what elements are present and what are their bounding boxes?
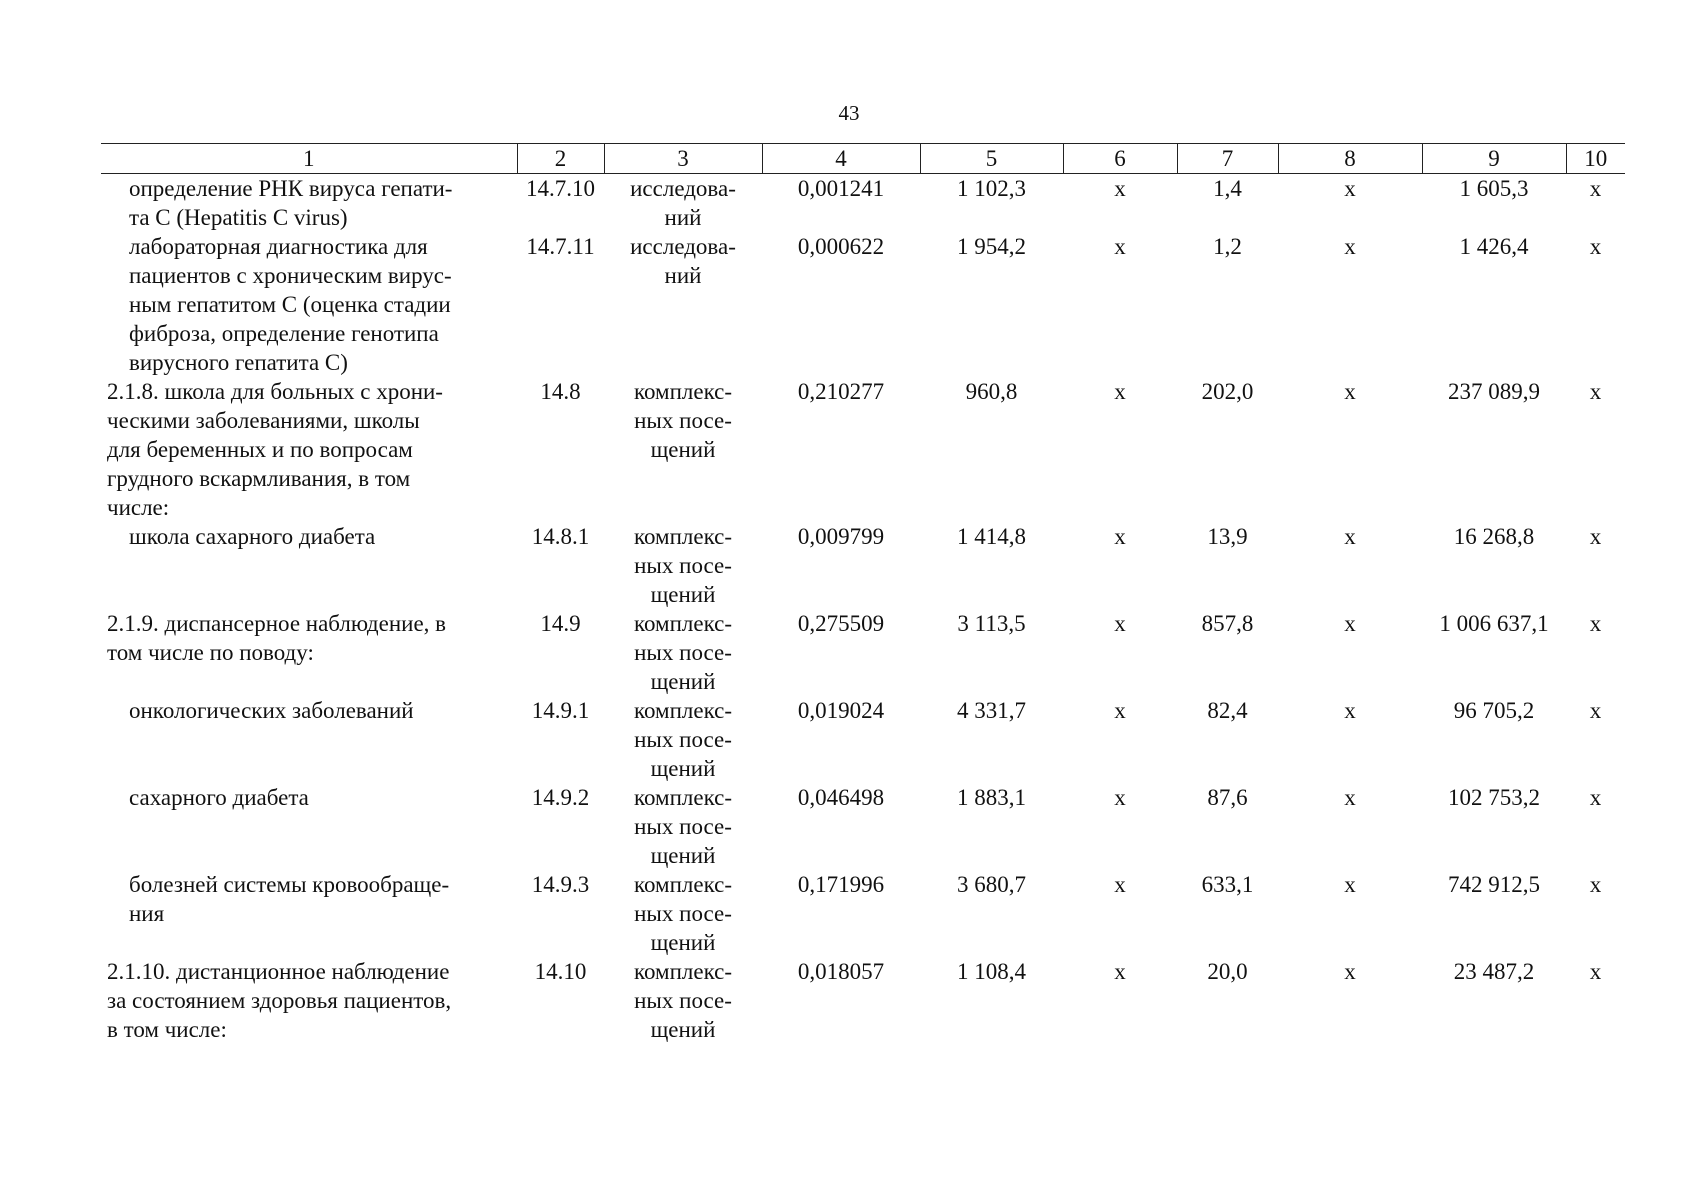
row-col4-cell: 0,000622 bbox=[797, 234, 885, 259]
row-name-cell: онкологических заболеваний bbox=[129, 698, 414, 723]
column-header: 8 bbox=[1278, 144, 1422, 174]
row-col4-cell: 0,275509 bbox=[797, 611, 885, 636]
row-col9-cell: 1 426,4 bbox=[1459, 234, 1529, 259]
row-col7-cell: 87,6 bbox=[1207, 785, 1248, 810]
row-unit-cell: комплекс- ных посе- щений bbox=[633, 379, 733, 462]
column-header: 5 bbox=[920, 144, 1063, 174]
row-col10-cell: х bbox=[1589, 872, 1602, 897]
row-col10-cell: х bbox=[1589, 959, 1602, 984]
row-col8-cell: х bbox=[1344, 611, 1356, 636]
table-row bbox=[101, 696, 1625, 783]
row-code-cell: 14.9.3 bbox=[531, 872, 590, 897]
row-col7-cell: 13,9 bbox=[1207, 524, 1248, 549]
row-col8-cell: х bbox=[1344, 176, 1356, 201]
data-table bbox=[101, 143, 1625, 1044]
row-col4-cell: 0,046498 bbox=[797, 785, 885, 810]
row-col6-cell: х bbox=[1114, 234, 1126, 259]
row-col7-cell: 1,4 bbox=[1213, 176, 1242, 201]
row-col5-cell: 1 954,2 bbox=[957, 234, 1026, 259]
row-col5-cell: 3 680,7 bbox=[957, 872, 1026, 897]
table-row bbox=[101, 174, 1625, 233]
row-col10-cell: х bbox=[1589, 524, 1602, 549]
row-code-cell: 14.9 bbox=[540, 611, 581, 636]
row-col8-cell: х bbox=[1344, 379, 1356, 404]
column-header: 6 bbox=[1063, 144, 1177, 174]
row-col4-cell: 0,171996 bbox=[797, 872, 885, 897]
row-col7-cell: 20,0 bbox=[1207, 959, 1248, 984]
row-code-cell: 14.7.11 bbox=[526, 234, 595, 259]
row-col8-cell: х bbox=[1344, 524, 1356, 549]
row-col8-cell: х bbox=[1344, 234, 1356, 259]
row-unit-cell: исследова- ний bbox=[630, 234, 736, 288]
row-col10-cell: х bbox=[1589, 698, 1602, 723]
row-col5-cell: 1 102,3 bbox=[957, 176, 1026, 201]
row-col6-cell: х bbox=[1114, 176, 1126, 201]
row-code-cell: 14.9.2 bbox=[531, 785, 590, 810]
row-name-cell: сахарного диабета bbox=[129, 785, 309, 810]
page-number: 43 bbox=[838, 101, 860, 125]
table-row bbox=[101, 522, 1625, 609]
table-header bbox=[101, 144, 1625, 174]
row-name-cell: школа сахарного диабета bbox=[129, 524, 376, 549]
row-col10-cell: х bbox=[1589, 176, 1602, 201]
row-col8-cell: х bbox=[1344, 785, 1356, 810]
row-col7-cell: 1,2 bbox=[1213, 234, 1242, 259]
row-col5-cell: 3 113,5 bbox=[957, 611, 1026, 636]
table-body bbox=[101, 174, 1625, 1045]
header-row bbox=[101, 144, 1625, 174]
row-unit-cell: комплекс- ных посе- щений bbox=[633, 959, 733, 1042]
table-row bbox=[101, 609, 1625, 696]
row-col9-cell: 23 487,2 bbox=[1453, 959, 1535, 984]
row-col7-cell: 857,8 bbox=[1201, 611, 1254, 636]
row-col6-cell: х bbox=[1114, 872, 1126, 897]
row-col6-cell: х bbox=[1114, 524, 1126, 549]
column-header: 7 bbox=[1177, 144, 1278, 174]
row-col9-cell: 102 753,2 bbox=[1448, 785, 1540, 810]
row-col5-cell: 1 414,8 bbox=[957, 524, 1026, 549]
row-col4-cell: 0,001241 bbox=[797, 176, 885, 201]
row-name-cell: 2.1.8. школа для больных с хрони- ческими заболеваниями, школы для беременных и по вопросам грудного вскармливания, в том числе: bbox=[107, 379, 443, 520]
row-unit-cell: исследова- ний bbox=[630, 176, 736, 230]
row-col7-cell: 82,4 bbox=[1207, 698, 1248, 723]
row-col7-cell: 202,0 bbox=[1201, 379, 1254, 404]
row-col7-cell: 633,1 bbox=[1201, 872, 1254, 897]
column-header: 4 bbox=[762, 144, 920, 174]
row-unit-cell: комплекс- ных посе- щений bbox=[633, 785, 733, 868]
row-col10-cell: х bbox=[1589, 234, 1602, 259]
row-col9-cell: 1 006 637,1 bbox=[1439, 611, 1549, 636]
table-row bbox=[101, 870, 1625, 957]
row-col6-cell: х bbox=[1114, 785, 1126, 810]
row-col8-cell: х bbox=[1344, 698, 1356, 723]
row-col9-cell: 1 605,3 bbox=[1459, 176, 1529, 201]
row-col6-cell: х bbox=[1114, 959, 1126, 984]
row-col9-cell: 96 705,2 bbox=[1453, 698, 1535, 723]
row-col4-cell: 0,018057 bbox=[797, 959, 885, 984]
row-code-cell: 14.9.1 bbox=[531, 698, 590, 723]
row-col9-cell: 16 268,8 bbox=[1453, 524, 1535, 549]
row-col9-cell: 237 089,9 bbox=[1448, 379, 1540, 404]
column-header: 10 bbox=[1566, 144, 1625, 174]
row-col5-cell: 4 331,7 bbox=[957, 698, 1026, 723]
table-row bbox=[101, 783, 1625, 870]
row-unit-cell: комплекс- ных посе- щений bbox=[633, 698, 733, 781]
row-unit-cell: комплекс- ных посе- щений bbox=[633, 524, 733, 607]
row-col4-cell: 0,019024 bbox=[797, 698, 885, 723]
row-code-cell: 14.7.10 bbox=[526, 176, 595, 201]
row-col6-cell: х bbox=[1114, 379, 1126, 404]
row-col4-cell: 0,210277 bbox=[797, 379, 885, 404]
row-col5-cell: 960,8 bbox=[965, 379, 1018, 404]
row-col5-cell: 1 883,1 bbox=[957, 785, 1026, 810]
row-unit-cell: комплекс- ных посе- щений bbox=[633, 872, 733, 955]
table-row bbox=[101, 377, 1625, 522]
row-col8-cell: х bbox=[1344, 959, 1356, 984]
row-col10-cell: х bbox=[1589, 379, 1602, 404]
table-row bbox=[101, 957, 1625, 1044]
row-name-cell: 2.1.9. диспансерное наблюдение, в том числе по поводу: bbox=[107, 611, 447, 665]
row-name-cell: 2.1.10. дистанционное наблюдение за состоянием здоровья пациентов, в том числе: bbox=[107, 959, 452, 1042]
row-code-cell: 14.10 bbox=[534, 959, 587, 984]
row-name-cell: болезней системы кровообраще- ния bbox=[129, 872, 450, 926]
row-col9-cell: 742 912,5 bbox=[1448, 872, 1540, 897]
column-header: 1 bbox=[101, 144, 517, 174]
row-col10-cell: х bbox=[1589, 611, 1602, 636]
table-row bbox=[101, 232, 1625, 377]
row-col10-cell: х bbox=[1589, 785, 1602, 810]
row-col4-cell: 0,009799 bbox=[797, 524, 885, 549]
row-unit-cell: комплекс- ных посе- щений bbox=[633, 611, 733, 694]
row-code-cell: 14.8 bbox=[540, 379, 581, 404]
row-col8-cell: х bbox=[1344, 872, 1356, 897]
row-name-cell: определение РНК вируса гепати- та С (Hepatitis C virus) bbox=[129, 176, 453, 230]
row-col6-cell: х bbox=[1114, 698, 1126, 723]
row-name-cell: лабораторная диагностика для пациентов с хроническим вирус- ным гепатитом С (оценка стадии фиброза, определение генотипа вирусного гепатита С) bbox=[129, 234, 452, 375]
row-col6-cell: х bbox=[1114, 611, 1126, 636]
row-col5-cell: 1 108,4 bbox=[957, 959, 1026, 984]
row-code-cell: 14.8.1 bbox=[531, 524, 590, 549]
column-header: 9 bbox=[1422, 144, 1566, 174]
column-header: 2 bbox=[517, 144, 604, 174]
column-header: 3 bbox=[604, 144, 762, 174]
